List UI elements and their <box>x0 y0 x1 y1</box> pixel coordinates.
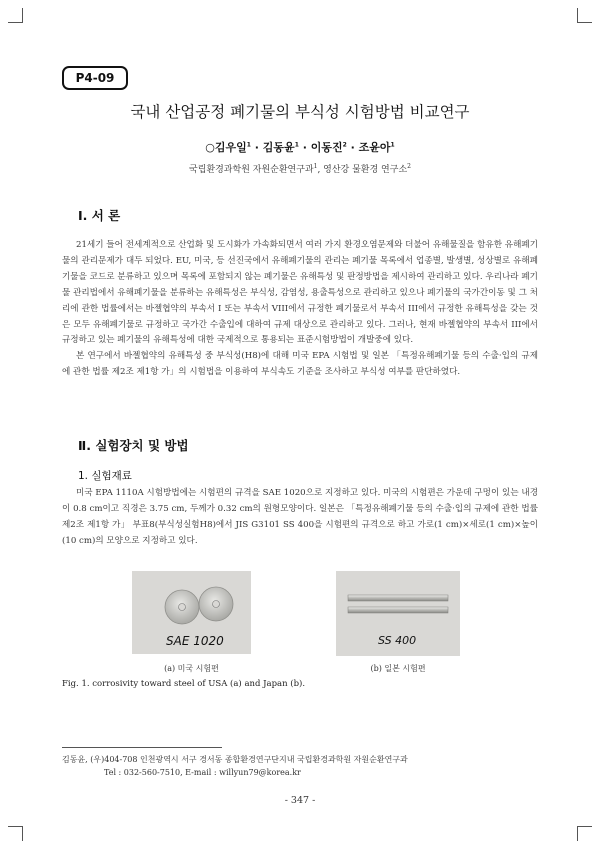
author-affil-sup: 1 <box>294 141 299 149</box>
affiliation-sup: 2 <box>407 163 411 170</box>
figure-subcaption-b: (b) 일본 시험편 <box>370 664 426 673</box>
paragraph: 미국 EPA 1110A 시험방법에는 시험편의 규격을 SAE 1020으로 지정하고 있다. 미국의 시험편은 가운데 구멍이 있는 내경이 0.8 cm이고 직경은 3.75 cm, 두께가 0.32 cm의 원형모양이다. 일본은 「특정유해폐기물 등의 수출·입의 규제에 관한 법률 제2조 제1항 가」 부표8(부식성실험H8)에서 JIS G3101 SS 400을 시험편의 규격으로 하고 가로(1 cm)×세로(1 cm)×높이(10 cm)의 모양으로 지정하고 있다. <box>62 488 538 546</box>
subsection-heading: 1. 실험재료 <box>78 470 132 482</box>
section-heading-introduction: Ⅰ. 서 론 <box>78 208 121 223</box>
affiliations: 국립환경과학원 자원순환연구과$^1$, 영산강 물환경 연구소$^2$ <box>189 163 411 175</box>
crop-mark-bottom-left <box>8 826 23 841</box>
author-affil-sup: 1 <box>390 141 395 149</box>
photo-handwritten-label: SAE 1020 <box>166 634 224 648</box>
figure-subcaption-a: (a) 미국 시험편 <box>164 664 219 673</box>
photo-handwritten-label: SS 400 <box>378 634 417 647</box>
footnote-divider <box>62 747 222 748</box>
author-name: 조윤아 <box>358 141 391 154</box>
specimen-photo-usa-drawing <box>132 571 251 654</box>
author-separator: · <box>346 141 359 154</box>
paragraph: 21세기 들어 전세계적으로 산업화 및 도시화가 가속화되면서 여러 가지 환경오염문제와 더불어 유해물질을 함유한 유해폐기물의 관리문제가 대두 되었다. EU, 미국, 등 선진국에서 유해폐기물의 관리는 폐기물 목록에서 업종별, 발생별, 성상별로 유해폐기물을 코드로 분류하고 있으며 목록에 포함되지 않는 폐기물은 유해특성 및 판정방법을 제시하여 관리하고 있다. 우리나라 폐기물 관리법에서 유해폐기물을 분류하는 유해특성은 부식성, 감염성, 용출특성으로 관리하고 있으나 폐기물의 국가간이동 및 그 처리에 관한 법률에서는 바젤협약의 부속서 I 또는 부속서 VIII에서 규정한 폐기물로서 부속서 III에서 규정한 유해특성을 갖는 것은 모두 유해폐기물로 규정하고 국가간 수출입에 대하여 규제 대상으로 관리하고 있다. 그러나, 현재 바젤협약의 부속서 III에서 규정하고 있는 폐기물의 유해특성에 대한 국제적으로 통용되는 표준시험방법이 개발중에 있다. <box>62 240 538 346</box>
figure-caption: Fig. 1. corrosivity toward steel of USA (a) and Japan (b). <box>62 679 306 689</box>
section-heading-methods: Ⅱ. 실험장치 및 방법 <box>78 438 189 453</box>
specimen-photo-usa <box>132 571 251 654</box>
crop-mark-top-right <box>577 8 592 23</box>
footnote-contact: Tel : 032-560-7510, E-mail : willyun79@korea.kr <box>104 768 301 777</box>
paper-title: 국내 산업공정 폐기물의 부식성 시험방법 비교연구 <box>130 103 470 121</box>
affiliation-1: 국립환경과학원 자원순환연구과 <box>189 165 314 175</box>
introduction-body <box>62 238 538 381</box>
presenter-mark: ○ <box>205 141 215 154</box>
author-name: 김동윤 <box>262 141 295 154</box>
page-number: - 347 - <box>284 795 316 806</box>
methods-body <box>62 486 538 550</box>
footnote-address: 김동윤, (우)404-708 인천광역시 서구 경서동 종합환경연구단지내 국립환경과학원 자원순환연구과 <box>62 755 408 764</box>
washer-hole <box>213 601 220 608</box>
author-list <box>0 139 600 155</box>
poster-id-badge: P4-09 <box>62 66 128 90</box>
paragraph: 본 연구에서 바젤협약의 유해특성 중 부식성(H8)에 대해 미국 EPA 시험법 및 일본 「특정유해폐기물 등의 수출·입의 규제에 관한 법률 제2조 제1항 가」의 시험법을 이용하여 부식속도 기준을 조사하고 부식성 여부를 판단하였다. <box>62 351 538 378</box>
author-name: 김우일 <box>214 141 247 154</box>
author-separator: · <box>298 141 311 154</box>
specimen-photo-japan <box>336 571 460 656</box>
affiliation-sup: 1 <box>313 163 318 170</box>
author-affil-sup: 2 <box>342 141 347 149</box>
washer-hole <box>179 604 186 611</box>
author-affil-sup: 1 <box>246 141 251 149</box>
steel-bar <box>348 595 448 601</box>
author-separator: · <box>250 141 263 154</box>
author-name: 이동진 <box>310 141 343 154</box>
crop-mark-bottom-right <box>577 826 592 841</box>
crop-mark-top-left <box>8 8 23 23</box>
steel-bar <box>348 607 448 613</box>
specimen-photo-japan-drawing <box>336 571 460 656</box>
affiliation-2: 영산강 물환경 연구소 <box>323 165 408 175</box>
correspondence-footnote <box>62 753 408 779</box>
